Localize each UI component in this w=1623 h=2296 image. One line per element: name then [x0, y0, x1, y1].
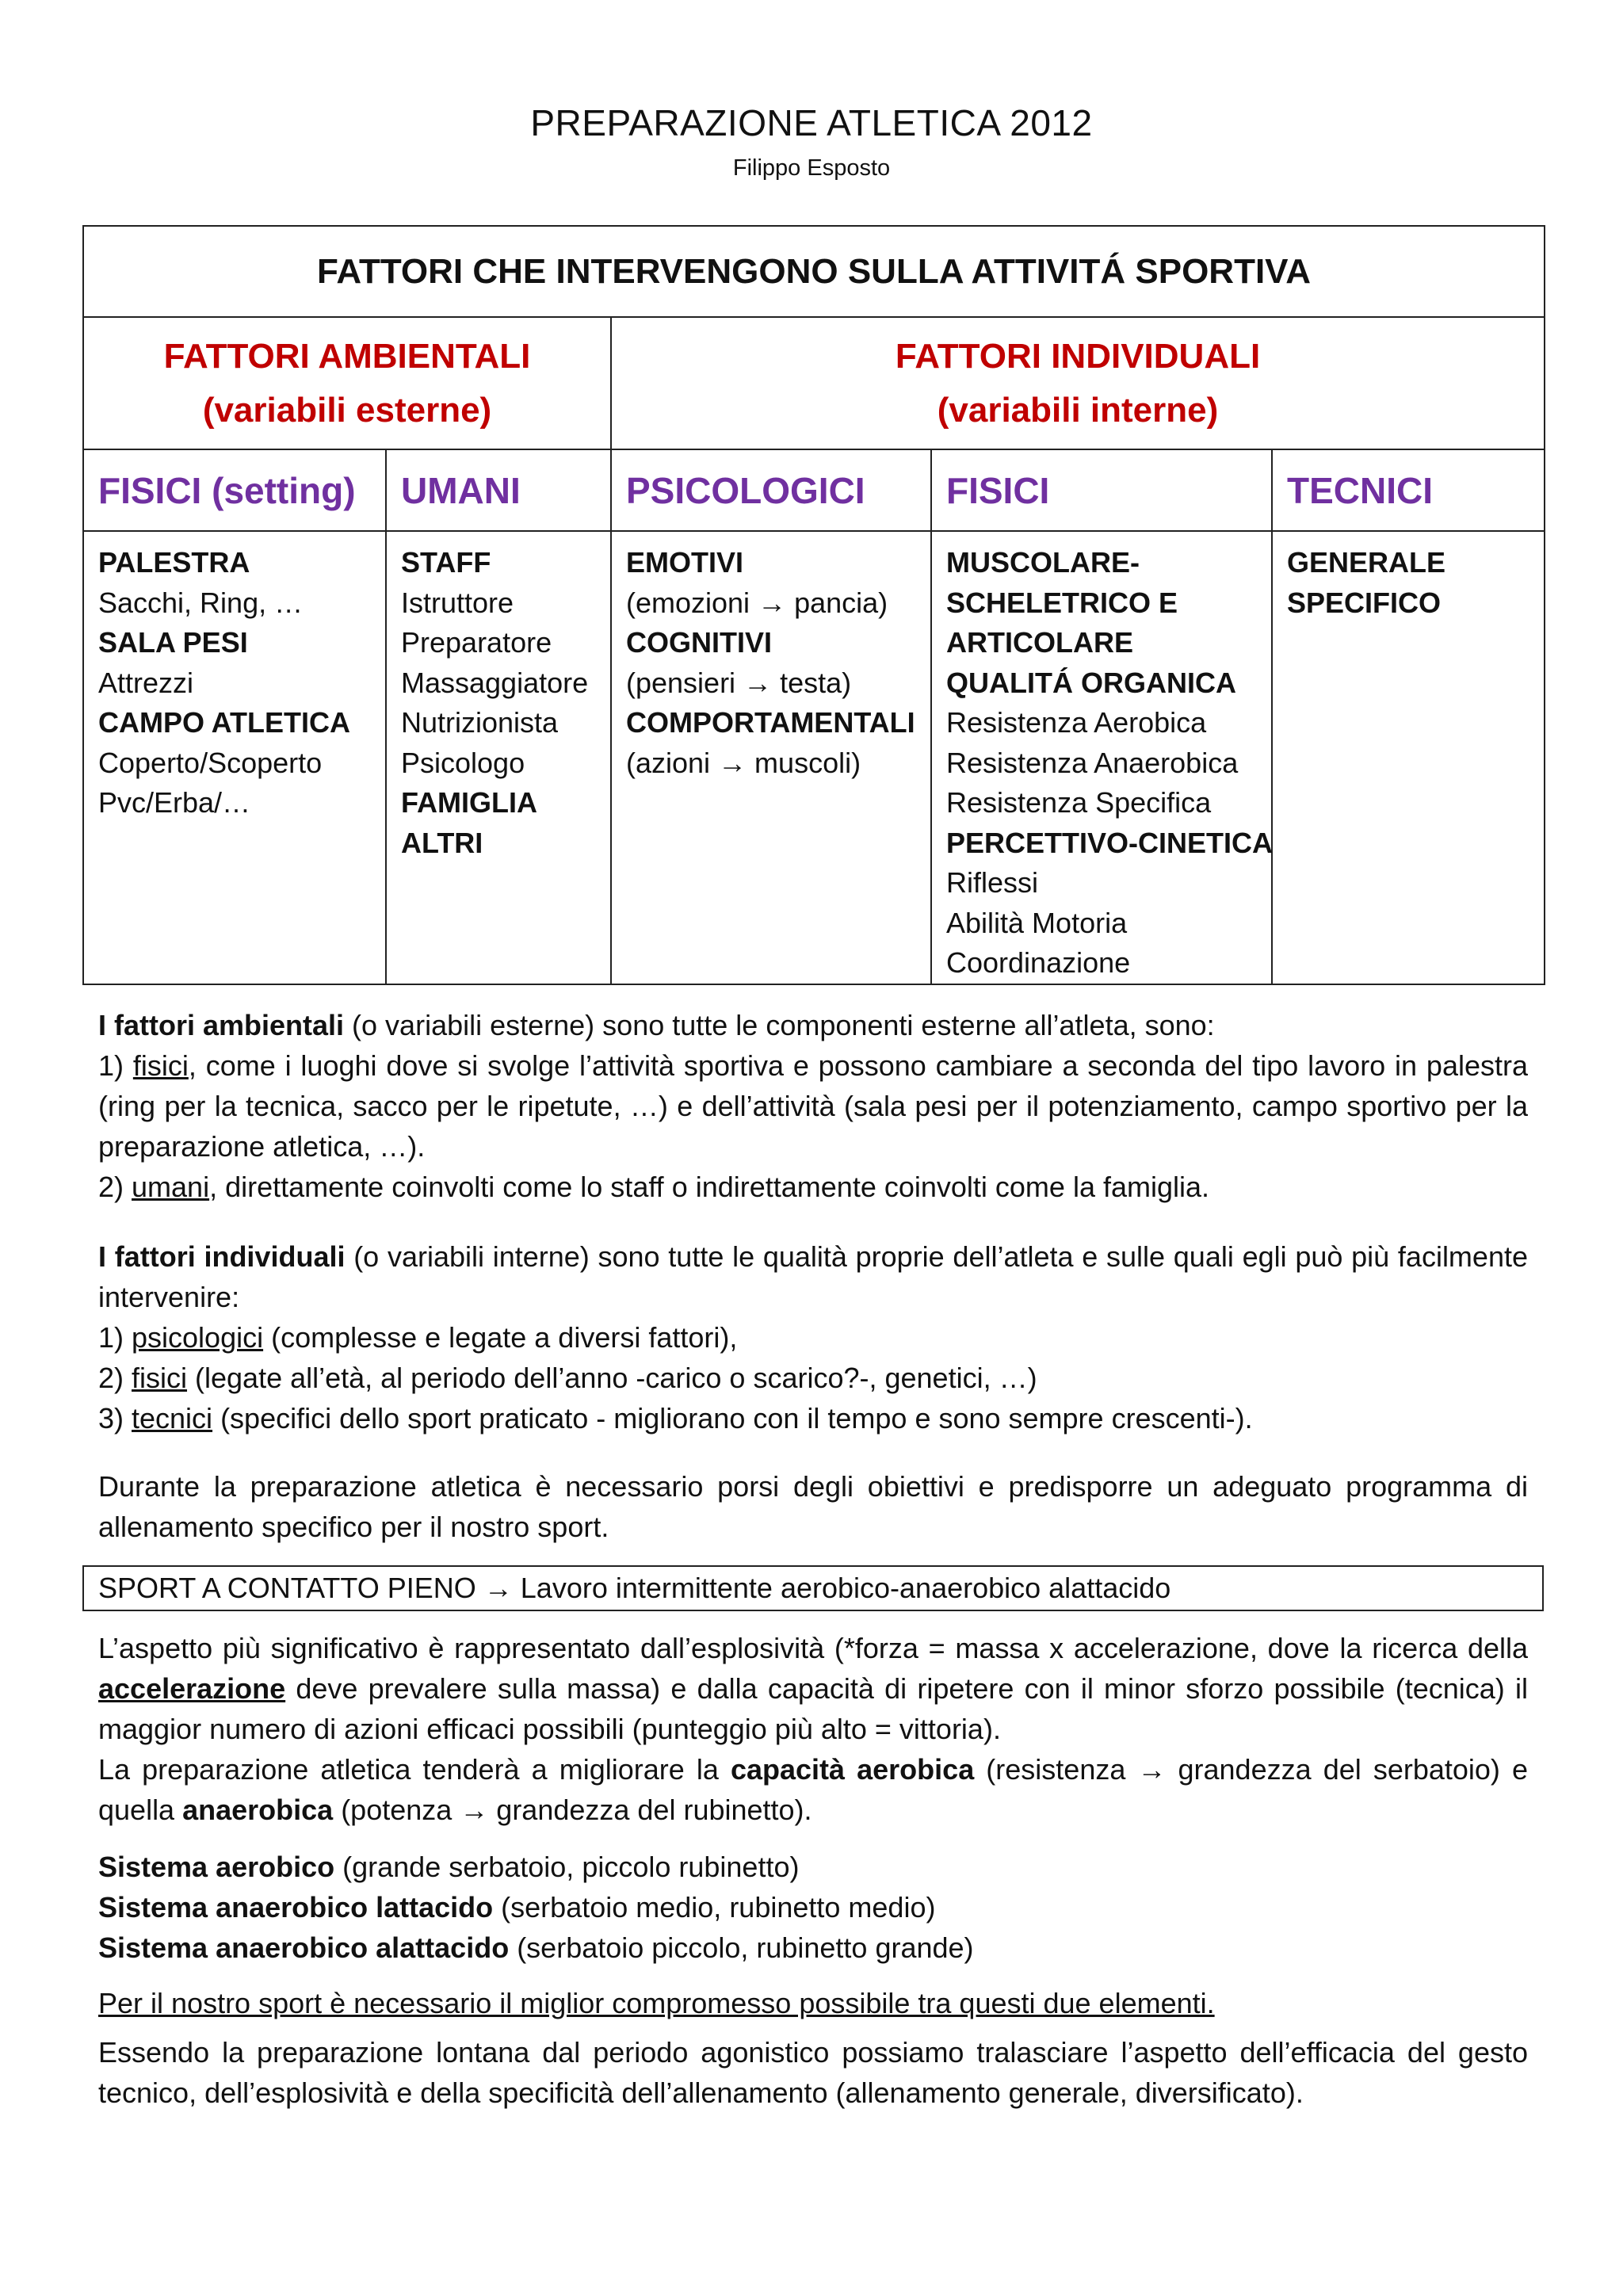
list-item: (emozioni → pancia)	[626, 586, 888, 619]
text-run: 1)	[98, 1321, 132, 1354]
text-run: deve prevalere sulla massa) e dalla capacità di ripetere con il minor sforzo possibile (tecnica) il maggior numero di azioni efficaci possibili (punteggio più alto = vittoria).	[98, 1672, 1528, 1745]
sistema-desc: (serbatoio piccolo, rubinetto grande)	[509, 1931, 974, 1964]
group-individuali-subtitle: (variabili interne)	[937, 390, 1219, 430]
term-accelerazione: accelerazione	[98, 1672, 286, 1705]
list-item	[98, 1847, 1528, 1887]
list-item: Resistenza Anaerobica	[946, 746, 1239, 779]
term-psicologici: psicologici	[132, 1321, 264, 1354]
factors-table	[82, 225, 1545, 985]
text-run: (o variabili esterne) sono tutte le componenti esterne all’atleta, sono:	[344, 1009, 1215, 1041]
term-fisici: fisici	[132, 1049, 189, 1082]
term-capacita-aerobica: capacità aerobica	[730, 1753, 975, 1786]
sistema-name: Sistema anaerobico lattacido	[98, 1891, 494, 1924]
text-run: (o variabili interne) sono tutte le qualità proprie dell’atleta e sulle quali egli può più facilmente intervenire:	[98, 1240, 1528, 1313]
text-run: La preparazione atletica tenderà a migliorare la	[98, 1753, 731, 1786]
list-item: GENERALE	[1287, 546, 1446, 579]
text-run: , come i luoghi dove si svolge l’attività sportiva e possono cambiare a seconda del tipo lavoro in palestra (ring per la tecnica, sacco per le ripetute, …) e dell’attività (sala pesi per il potenziamento, campo sportivo per la preparazione atletica, …).	[98, 1049, 1528, 1163]
cell-umani	[386, 531, 611, 984]
text-run: 2)	[98, 1362, 132, 1394]
list-item: Riflessi	[946, 866, 1039, 899]
paragraph-text: Per il nostro sport è necessario il miglior compromesso possibile tra questi due elementi.	[98, 1987, 1215, 2019]
group-ambientali-subtitle: (variabili esterne)	[202, 390, 492, 430]
list-item: COGNITIVI	[626, 626, 773, 659]
sistema-name: Sistema anaerobico alattacido	[98, 1931, 510, 1964]
list-item: (azioni → muscoli)	[626, 746, 861, 779]
text-run: 1)	[98, 1049, 133, 1082]
group-individuali-title: FATTORI INDIVIDUALI	[895, 336, 1261, 376]
text-run: (resistenza → grandezza del serbatoio) e quella	[98, 1753, 1528, 1826]
group-ambientali-title: FATTORI AMBIENTALI	[163, 336, 531, 376]
list-item: QUALITÁ ORGANICA	[946, 666, 1236, 699]
term-umani: umani	[132, 1171, 210, 1203]
col-header-tecnici: TECNICI	[1272, 449, 1545, 531]
paragraph-compromesso	[98, 1983, 1528, 2023]
paragraph-conclusione	[98, 2032, 1528, 2113]
term-fisici: fisici	[132, 1362, 188, 1394]
list-item: Resistenza Specifica	[946, 786, 1212, 819]
col-header-psicologici: PSICOLOGICI	[611, 449, 931, 531]
cell-fisici-setting	[83, 531, 386, 984]
list-item: EMOTIVI	[626, 546, 744, 579]
list-item: Massaggiatore	[401, 666, 589, 699]
col-header-fisici-setting: FISICI (setting)	[83, 449, 386, 531]
list-item: ALTRI	[401, 826, 483, 859]
list-item: Abilità Motoria	[946, 906, 1128, 939]
paragraph-text: Essendo la preparazione lontana dal periodo agonistico possiamo tralasciare l’aspetto dell’efficacia del gesto tecnico, dell’esplosività e della specificità dell’allenamento (allenamento generale, diversificato).	[98, 2036, 1528, 2109]
list-item: Nutrizionista	[401, 706, 559, 739]
text-run: (specifici dello sport praticato - migliorano con il tempo e sono sempre crescenti-).	[212, 1402, 1253, 1435]
list-item: CAMPO ATLETICA	[98, 706, 350, 739]
list-item: PALESTRA	[98, 546, 250, 579]
list-item: STAFF	[401, 546, 491, 579]
sistemi-list	[98, 1847, 1528, 1968]
list-item: Resistenza Aerobica	[946, 706, 1207, 739]
cell-fisici	[931, 531, 1272, 984]
cell-tecnici	[1272, 531, 1545, 984]
list-item	[98, 1927, 1528, 1968]
list-item: ARTICOLARE	[946, 626, 1133, 659]
text-run: L’aspetto più significativo è rappresentato dall’esplosività (*forza = massa x accelerazione, dove la ricerca della	[98, 1632, 1528, 1664]
list-item: Pvc/Erba/…	[98, 786, 251, 819]
sistema-name: Sistema aerobico	[98, 1851, 335, 1883]
list-item: Preparatore	[401, 626, 552, 659]
term-fattori-individuali: I fattori individuali	[98, 1240, 346, 1273]
group-ambientali	[83, 317, 611, 449]
sistema-desc: (grande serbatoio, piccolo rubinetto)	[334, 1851, 800, 1883]
list-item: FAMIGLIA	[401, 786, 537, 819]
group-individuali	[611, 317, 1545, 449]
text-run: (complesse e legate a diversi fattori),	[263, 1321, 738, 1354]
text-run: (legate all’età, al periodo dell’anno -carico o scarico?-, genetici, …)	[187, 1362, 1037, 1394]
list-item	[98, 1887, 1528, 1927]
document-title: PREPARAZIONE ATLETICA 2012	[530, 102, 1093, 143]
text-run: (potenza → grandezza del rubinetto).	[333, 1794, 812, 1826]
list-item: Coordinazione	[946, 946, 1131, 979]
paragraph-aspetto	[98, 1628, 1528, 1830]
list-item: (pensieri → testa)	[626, 666, 852, 699]
paragraph-text: Durante la preparazione atletica è necessario porsi degli obiettivi e predisporre un adeguato programma di allenamento specifico per il nostro sport.	[98, 1470, 1528, 1543]
term-tecnici: tecnici	[132, 1402, 213, 1435]
sistema-desc: (serbatoio medio, rubinetto medio)	[493, 1891, 936, 1924]
document-author: Filippo Esposto	[732, 155, 891, 181]
text-run: 2)	[98, 1171, 132, 1203]
list-item: Attrezzi	[98, 666, 194, 699]
text-run: 3)	[98, 1402, 132, 1435]
list-item: PERCETTIVO-CINETICA	[946, 826, 1274, 859]
list-item: Coperto/Scoperto	[98, 746, 323, 779]
paragraph-durante	[98, 1466, 1528, 1547]
list-item: Psicologo	[401, 746, 525, 779]
col-header-umani: UMANI	[386, 449, 611, 531]
sport-contatto-box: SPORT A CONTATTO PIENO → Lavoro intermittente aerobico-anaerobico alattacido	[82, 1565, 1544, 1611]
paragraph-ambientali	[98, 1005, 1528, 1207]
cell-psicologici	[611, 531, 931, 984]
list-item: SALA PESI	[98, 626, 248, 659]
list-item: MUSCOLARE-	[946, 546, 1140, 579]
text-run: , direttamente coinvolti come lo staff o indirettamente coinvolti come la famiglia.	[209, 1171, 1210, 1203]
term-anaerobica: anaerobica	[182, 1794, 334, 1826]
table-title: FATTORI CHE INTERVENGONO SULLA ATTIVITÁ SPORTIVA	[83, 226, 1545, 317]
list-item: COMPORTAMENTALI	[626, 706, 915, 739]
list-item: Sacchi, Ring, …	[98, 586, 304, 619]
list-item: SPECIFICO	[1287, 586, 1442, 619]
list-item: SCHELETRICO E	[946, 586, 1178, 619]
paragraph-individuali	[98, 1236, 1528, 1438]
col-header-fisici: FISICI	[931, 449, 1272, 531]
list-item: Istruttore	[401, 586, 514, 619]
term-fattori-ambientali: I fattori ambientali	[98, 1009, 345, 1041]
